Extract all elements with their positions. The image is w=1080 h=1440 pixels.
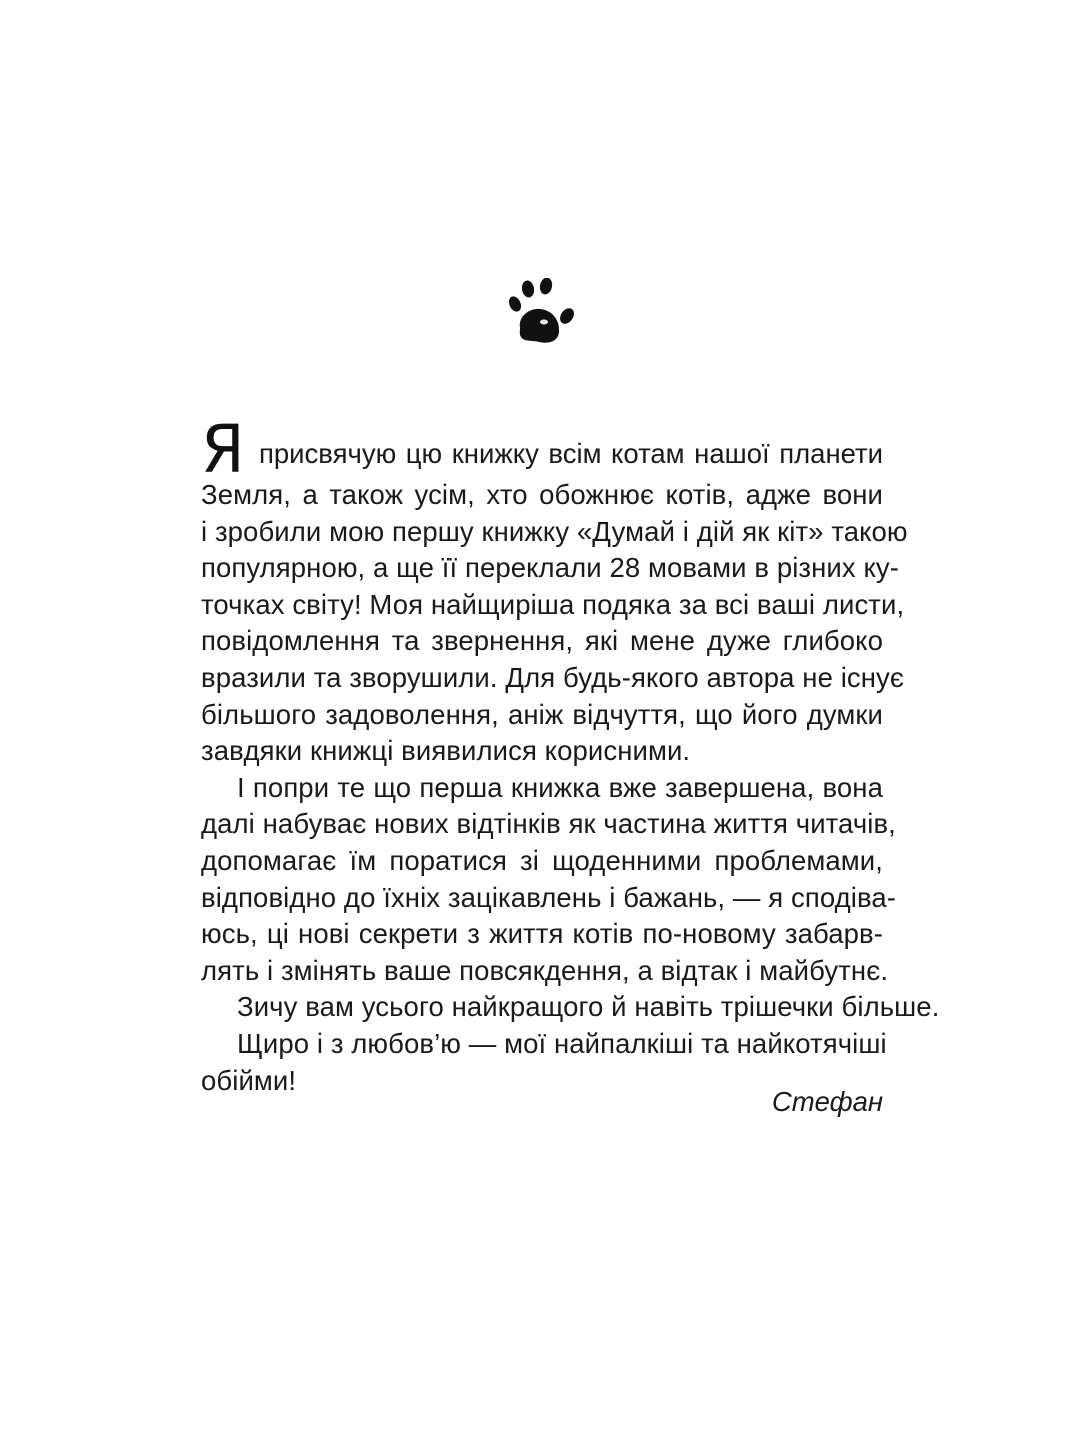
text-line: завдяки книжці виявилися корисними. [201, 735, 691, 767]
text-line: лять і змінять ваше повсякдення, а відтак і майбутнє. [201, 954, 889, 986]
text-line: повідомлення та звернення, які мене дуже глибоко [201, 625, 883, 657]
signature: Стефан [771, 1086, 883, 1117]
drop-cap: Я [201, 411, 245, 488]
text-line: І попри те що перша книжка вже завершена, вона [237, 771, 883, 803]
text-line: обійми! [201, 1064, 297, 1096]
paw-print-icon [506, 278, 578, 348]
text-line: юсь, ці нові секрети з життя котів по-новому забарв- [201, 918, 883, 950]
text-line: більшого задоволення, аніж відчуття, що його думки [201, 698, 883, 730]
text-line: допомагає їм поратися зі щоденними проблемами, [201, 844, 883, 876]
text-line: Зичу вам усього найкращого й навіть трішечки більше. [237, 991, 940, 1023]
text-line: і зробили мою першу книжку «Думай і дій як кіт» такою [201, 515, 908, 547]
text-line: відповідно до їхніх зацікавлень і бажань, — я сподіва- [201, 881, 897, 913]
first-line-text: присвячую цю книжку всім котам нашої планети [259, 438, 883, 470]
first-line [201, 404, 883, 488]
dedication-text [201, 404, 940, 1099]
text-line: Земля, а також усім, хто обожнює котів, адже вони [201, 479, 883, 510]
text-line: точках світу! Моя найщиріша подяка за всі ваші листи, [201, 588, 905, 620]
text-line: Щиро і з любов’ю — мої найпалкіші та найкотячіші [237, 1027, 887, 1059]
text-line: далі набуває нових відтінків як частина життя читачів, [201, 808, 896, 840]
text-line: вразили та зворушили. Для будь-якого автора не існує [201, 661, 905, 693]
text-line: популярною, а ще її переклали 28 мовами в різних ку- [201, 552, 900, 584]
